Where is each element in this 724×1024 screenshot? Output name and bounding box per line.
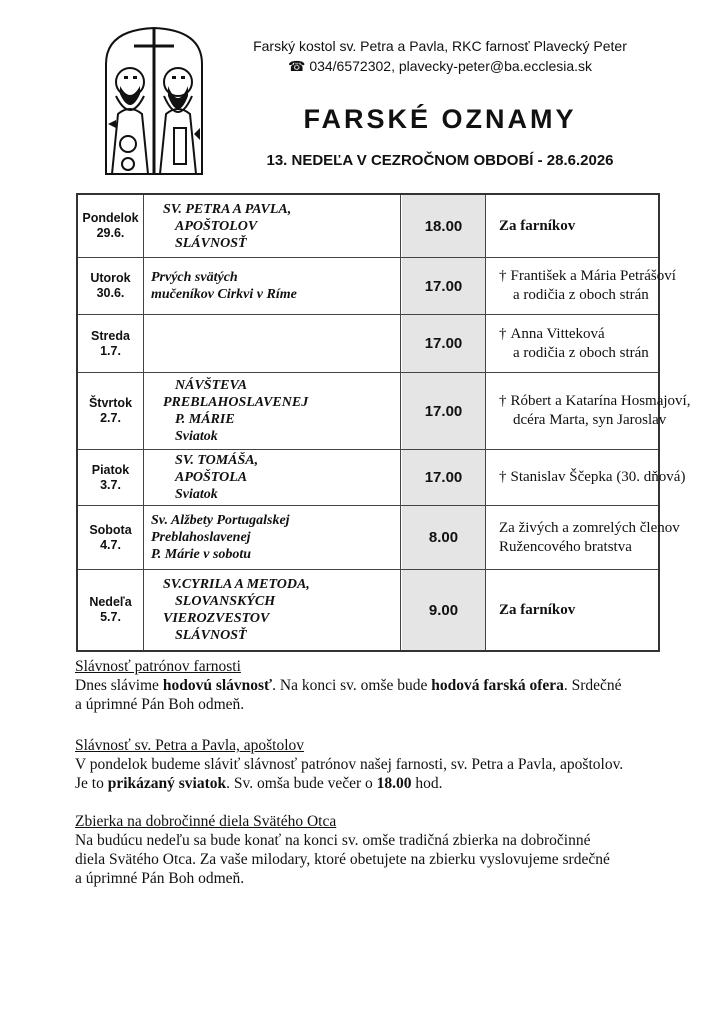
text-run: a úprimné Pán Boh odmeň. <box>75 870 245 887</box>
announcement-line <box>75 869 695 888</box>
phone-icon: ☎ <box>287 58 306 74</box>
announcement-body <box>75 831 695 888</box>
feast-text <box>151 269 297 303</box>
mass-time: 17.00 <box>424 277 463 295</box>
day-name: Utorok <box>90 271 131 285</box>
table-row <box>78 257 676 314</box>
time-cell <box>402 258 486 314</box>
feast-line: SLÁVNOSŤ <box>175 628 247 643</box>
feast-line: Sviatok <box>175 487 218 502</box>
time-cell <box>402 506 486 569</box>
intention-line: Róbert a Katarína Hosmajoví, <box>510 393 691 409</box>
mass-time: 18.00 <box>424 217 463 235</box>
feast-line: SLÁVNOSŤ <box>175 235 247 251</box>
announcement-line <box>75 774 695 793</box>
announcement-body <box>75 755 695 793</box>
text-run: . Sv. omša bude večer o <box>226 775 377 792</box>
feast-line: SV.CYRILA A METODA, <box>163 577 310 592</box>
mass-schedule-table <box>76 193 691 652</box>
bold-text: prikázaný sviatok <box>107 775 227 792</box>
feast-line: APOŠTOLA <box>175 470 248 485</box>
time-cell <box>402 450 486 505</box>
feast-line: SV. TOMÁŠA, <box>175 453 259 468</box>
contact-text: 034/6572302, plavecky-peter@ba.ecclesia.sk <box>309 58 593 74</box>
feast-text <box>151 452 258 503</box>
day-name: Sobota <box>89 522 132 537</box>
day-name: Streda <box>91 328 130 343</box>
feast-text <box>151 201 291 252</box>
page-subtitle: 13. NEDEĽA V CEZROČNOM OBDOBÍ - 28.6.2026 <box>266 152 614 169</box>
cross-icon: † <box>499 325 507 342</box>
feast-line: Preblahoslavenej <box>151 530 251 545</box>
feast-cell <box>145 450 401 505</box>
day-cell <box>78 570 144 650</box>
intention-cell <box>487 506 680 569</box>
mass-time: 8.00 <box>428 529 459 546</box>
intention-text <box>499 392 690 430</box>
intention-text <box>499 217 575 236</box>
intention-text <box>499 601 575 620</box>
mass-time: 17.00 <box>424 469 463 486</box>
table-row <box>78 569 658 650</box>
intention-cell <box>487 373 691 449</box>
day-date: 2.7. <box>100 411 121 425</box>
feast-line: SLOVANSKÝCH <box>175 594 276 609</box>
feast-line: APOŠTOLOV <box>175 218 258 234</box>
announcement-line <box>75 695 695 714</box>
mass-time: 17.00 <box>424 402 463 420</box>
announcement-line <box>75 831 695 850</box>
intention-text <box>499 519 680 557</box>
feast-cell <box>145 373 401 449</box>
text-run: Je to <box>75 775 108 792</box>
parish-name: Farský kostol sv. Petra a Pavla, RKC farnosť Plavecký Peter <box>253 38 627 54</box>
table-row <box>78 505 680 569</box>
bold-text: hodová farská ofera <box>431 677 564 694</box>
announcement-peter-paul <box>75 736 695 793</box>
intention-cell <box>487 195 658 257</box>
feast-cell <box>145 258 401 314</box>
text-run: Dnes slávime <box>75 677 163 694</box>
feast-line: NÁVŠTEVA <box>175 378 248 393</box>
day-name: Pondelok <box>82 211 139 225</box>
bold-text: 18.00 <box>376 775 412 792</box>
intention-line: Za živých a zomrelých členov <box>499 519 680 536</box>
day-cell <box>78 195 144 257</box>
feast-line: Sviatok <box>175 429 218 444</box>
day-cell <box>78 506 144 569</box>
text-run: Na budúcu nedeľu sa bude konať na konci sv. omše tradičná zbierka na dobročinné <box>75 832 591 849</box>
table-row <box>78 449 686 505</box>
intention-cell <box>487 450 686 505</box>
feast-line: mučeníkov Cirkvi v Ríme <box>151 287 297 302</box>
page-title: FARSKÉ OZNAMY <box>303 104 577 134</box>
announcement-heading: Slávnosť sv. Petra a Pavla, apoštolov <box>75 737 305 754</box>
intention-text <box>499 267 676 305</box>
feast-text <box>151 512 290 563</box>
day-date: 30.6. <box>96 286 125 300</box>
contact-line <box>200 58 680 75</box>
feast-line: P. Márie v sobotu <box>151 547 252 562</box>
cross-icon: † <box>499 268 507 284</box>
announcement-patrons <box>75 657 695 714</box>
intention-text <box>499 325 649 363</box>
bold-text: hodovú slávnosť <box>162 677 273 694</box>
announcement-line <box>75 755 695 774</box>
time-cell <box>402 195 486 257</box>
intention-cell <box>487 570 658 650</box>
day-date: 5.7. <box>100 610 121 624</box>
day-name: Piatok <box>91 462 130 477</box>
intention-line: Stanislav Ščepka (30. dňová) <box>510 469 686 485</box>
mass-time: 17.00 <box>424 335 463 352</box>
announcement-heading: Slávnosť patrónov farnosti <box>75 658 241 675</box>
intention-line: Anna Vitteková <box>510 325 605 342</box>
intention-line: Za farníkov <box>499 217 576 234</box>
text-run: . Na konci sv. omše bude <box>272 677 432 694</box>
day-name: Nedeľa <box>89 595 132 609</box>
intention-cell <box>487 315 658 372</box>
feast-line: VIEROZVESTOV <box>163 611 270 626</box>
day-cell <box>78 450 144 505</box>
text-run: . Srdečné <box>563 677 622 694</box>
feast-line: SV. PETRA A PAVLA, <box>163 201 292 217</box>
intention-line: dcéra Marta, syn Jaroslav <box>513 412 667 428</box>
table-row <box>78 372 691 449</box>
announcement-line <box>75 676 695 695</box>
intention-cell <box>487 258 676 314</box>
cross-icon: † <box>499 469 507 485</box>
feast-line: PREBLAHOSLAVENEJ <box>163 395 309 410</box>
text-run: hod. <box>411 775 443 792</box>
intention-line: Za farníkov <box>499 601 576 618</box>
feast-text <box>151 576 310 644</box>
day-name: Štvrtok <box>88 396 133 410</box>
announcement-body <box>75 676 695 714</box>
day-date: 3.7. <box>100 477 121 492</box>
feast-line: P. MÁRIE <box>175 412 235 427</box>
day-date: 29.6. <box>96 226 125 240</box>
text-run: diela Svätého Otca. Za vaše milodary, ktoré obetujete na zbierku vyslovujeme srdečné <box>75 851 610 868</box>
day-date: 1.7. <box>100 343 121 358</box>
table-row <box>78 195 658 257</box>
day-date: 4.7. <box>100 537 121 552</box>
text-run: V pondelok budeme sláviť slávnosť patrónov našej farnosti, sv. Petra a Pavla, apoštolov. <box>75 756 624 773</box>
intention-line: a rodičia z oboch strán <box>513 344 649 361</box>
feast-cell <box>145 195 401 257</box>
feast-cell <box>145 506 401 569</box>
day-cell <box>78 373 144 449</box>
saints-peter-paul-logo <box>98 24 210 176</box>
day-cell <box>78 315 144 372</box>
time-cell <box>402 373 486 449</box>
day-cell <box>78 258 144 314</box>
cross-icon: † <box>499 393 507 409</box>
time-cell <box>402 570 486 650</box>
feast-cell <box>145 570 401 650</box>
time-cell <box>402 315 486 372</box>
announcement-collection <box>75 812 695 888</box>
feast-text <box>151 377 308 445</box>
intention-text <box>499 468 685 487</box>
mass-time: 9.00 <box>428 601 459 619</box>
intention-line: Ružencového bratstva <box>499 538 632 555</box>
text-run: a úprimné Pán Boh odmeň. <box>75 696 245 713</box>
announcement-line <box>75 850 695 869</box>
feast-line: Sv. Alžbety Portugalskej <box>151 513 290 528</box>
table-row <box>78 314 658 372</box>
announcement-heading: Zbierka na dobročinné diela Svätého Otca <box>75 813 337 830</box>
feast-line: Prvých svätých <box>151 270 238 285</box>
intention-line: František a Mária Petrášoví <box>510 268 676 284</box>
intention-line: a rodičia z oboch strán <box>513 287 649 303</box>
feast-cell <box>145 315 401 372</box>
